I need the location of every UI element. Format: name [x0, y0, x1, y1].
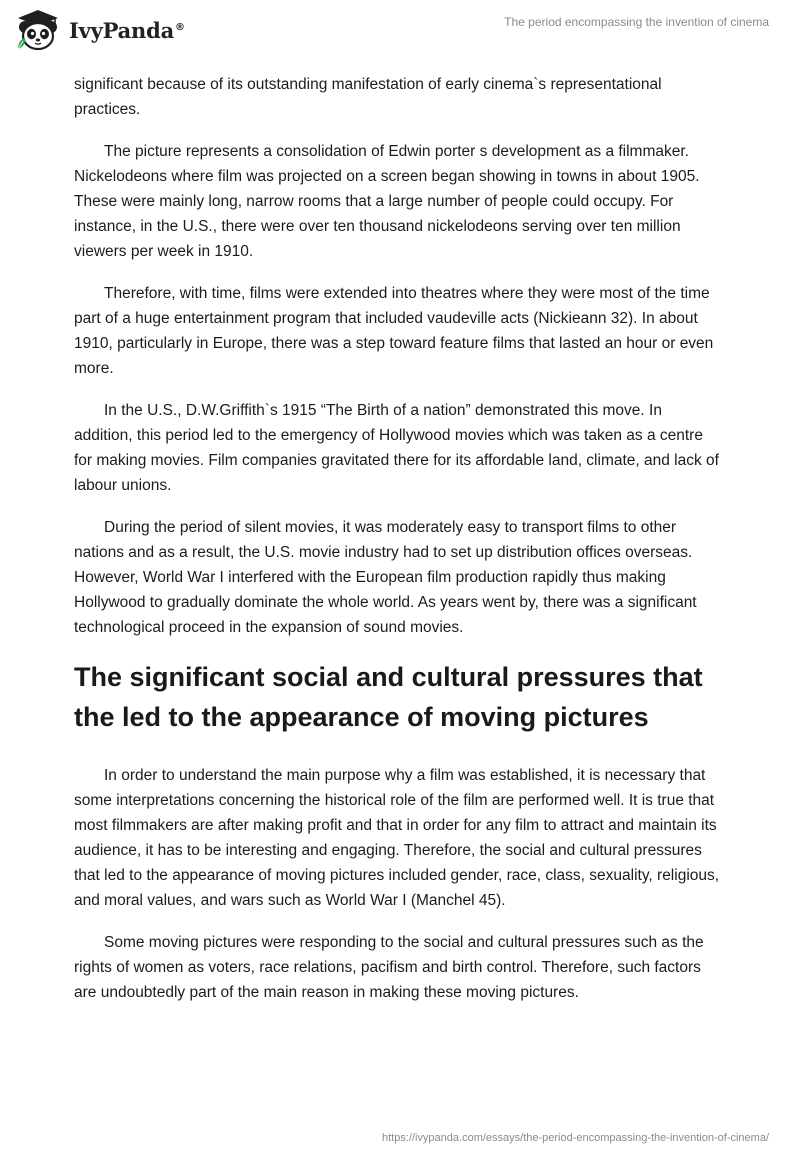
- page-header: [0, 0, 800, 70]
- paragraph: In the U.S., D.W.Griffith`s 1915 “The Birth of a nation” demonstrated this move. In addition, this period led to the emergency of Hollywood movies which was taken as a centre for making movies. Film companies gravitated there for its affordable land, climate, and lack of labour unions.: [74, 402, 719, 494]
- registered-mark: ®: [175, 21, 185, 33]
- running-title: The period encompassing the invention of cinema: [504, 15, 769, 29]
- paragraph: The picture represents a consolidation of Edwin porter s development as a filmmaker. Nickelodeons where film was projected on a screen began showing in towns in about 1905. These were mainly long, narrow rooms that a large number of people could occupy. For instance, in the U.S., there were over ten thousand nickelodeons serving over ten million viewers per week in 1910.: [74, 143, 700, 260]
- paragraph: In order to understand the main purpose why a film was established, it is necessary that some interpretations concerning the historical role of the film are performed well. It is true that most filmmakers are after making profit and that in order for any film to attract and maintain its audience, it has to be interesting and engaging. Therefore, the social and cultural pressures that led to the appearance of moving pictures included gender, race, class, sexuality, religious, and moral values, and wars such as World War I (Manchel 45).: [74, 767, 720, 909]
- logo-wordmark: IvyPanda®: [69, 17, 185, 43]
- ivypanda-logo[interactable]: [14, 8, 185, 52]
- paragraph: During the period of silent movies, it was moderately easy to transport films to other nations and as a result, the U.S. movie industry had to set up distribution offices overseas. However, World War I interfered with the European film production rapidly thus making Hollywood to gradually dominate the whole world. As years went by, there was a significant technological proceed in the expansion of sound movies.: [74, 519, 697, 636]
- section-heading: The significant social and cultural pressures that the led to the appearance of moving pictures: [74, 662, 703, 732]
- article-body: [74, 72, 724, 1022]
- paragraph: Some moving pictures were responding to the social and cultural pressures such as the rights of women as voters, race relations, pacifism and birth control. Therefore, such factors are undoubtedly part of the main reason in making these moving pictures.: [74, 934, 704, 1001]
- source-url[interactable]: https://ivypanda.com/essays/the-period-encompassing-the-invention-of-cinema/: [381, 1132, 769, 1144]
- paragraph: significant because of its outstanding manifestation of early cinema`s representational practices.: [74, 76, 662, 118]
- paragraph: Therefore, with time, films were extended into theatres where they were most of the time part of a huge entertainment program that included vaudeville acts (Nickieann 32). In about 1910, particularly in Europe, there was a step toward feature films that lasted an hour or even more.: [74, 285, 714, 377]
- panda-graduate-icon: [14, 8, 62, 52]
